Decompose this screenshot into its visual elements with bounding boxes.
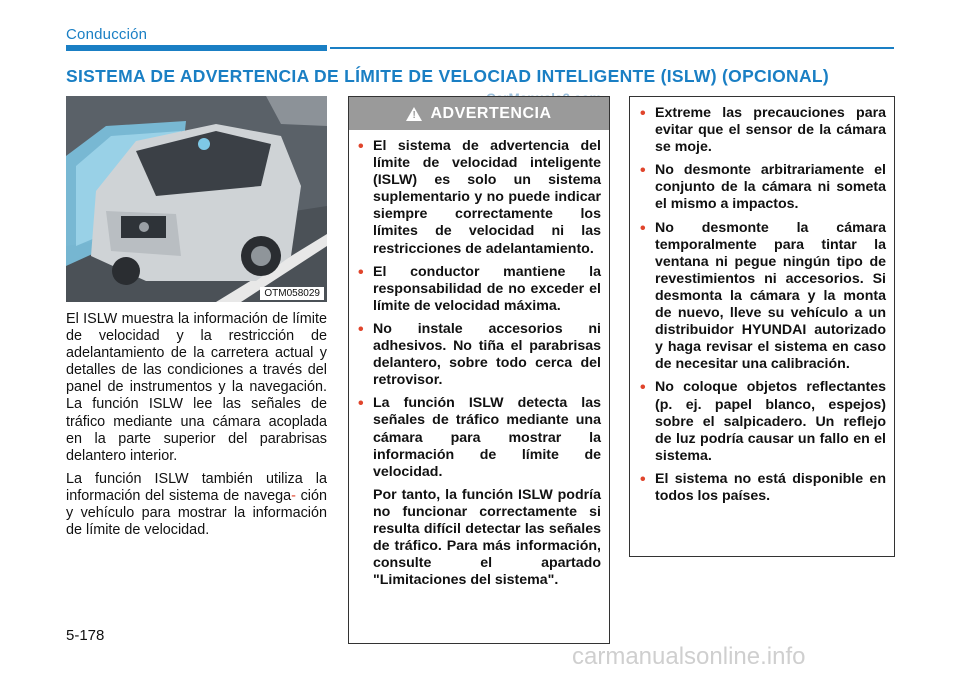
figure-code: OTM058029 [260, 287, 324, 300]
caution-item-5: • El sistema no está disponible en todos los países. [640, 470, 886, 504]
body-paragraph-2-part-1: La función ISLW también utiliza la información del sistema de navega [66, 470, 327, 504]
caution-item-3: • No desmonte la cámara temporalmente para tintar la ventana ni pegue ningún tipo de revestimientos ni accesorios. Si desmonta la cámara y la monta de nuevo, lleve su vehículo a un distribuidor HYUNDAI autorizado y haga revisar el sistema en caso de necesitar una calibración. [640, 219, 886, 373]
body-paragraph-2-part-2: ción y vehículo para mostrar la información de límite de velocidad. [66, 487, 327, 539]
body-text [66, 311, 327, 545]
warning-item-4: • La función ISLW detecta las señales de tráfico mediante una cámara para mostrar la información de límite de velocidad. Por tanto, la función ISLW podría no funcionar correctamente si resulta difícil detectar las señales de tráfico. Para más información, consulte el apartado "Limitaciones del sistema". [358, 395, 601, 589]
warning-list [357, 138, 601, 589]
header-rule-thin [330, 47, 894, 49]
warning-title: ADVERTENCIA [430, 104, 552, 122]
watermark-bottom: carmanualsonline.info [572, 643, 806, 670]
cautions-box [629, 96, 895, 557]
body-paragraph-2 [66, 471, 327, 539]
body-paragraph-1: El ISLW muestra la información de límite de velocidad y la restricción de adelantamiento de la carretera actual y detalles de las condiciones a través del panel de instrumentos y la navegación. La función ISLW lee las señales de tráfico mediante una cámara acoplada en la parte superior del parabrisas delantero interior. [66, 311, 327, 464]
caution-item-2: • No desmonte arbitrariamente el conjunto de la cámara ni someta el mismo a impactos. [640, 162, 886, 213]
hyphen-mark: - [291, 487, 296, 504]
page-title: SISTEMA DE ADVERTENCIA DE LÍMITE DE VELOCIAD INTELIGENTE (ISLW) (OPCIONAL) [66, 66, 830, 86]
warning-header [349, 97, 609, 130]
warning-extra-paragraph: Por tanto, la función ISLW podría no funcionar correctamente si resulta difícil detectar las señales de tráfico. Para más información, consulte el apartado "Limitaciones del sistema". [373, 486, 601, 589]
car-camera-illustration [66, 96, 327, 302]
header-rule-thick [66, 45, 327, 51]
suv-camera-svg [66, 96, 327, 302]
caution-item-4: • No coloque objetos reflectantes (p. ej. papel blanco, espejos) sobre el salpicadero. Un reflejo de luz podría causar un fallo en el sistema. [640, 379, 886, 464]
warning-item-2: • El conductor mantiene la responsabilidad de no exceder el límite de velocidad máxima. [358, 263, 601, 314]
page-number: 5-178 [66, 627, 105, 644]
warning-content [349, 130, 609, 589]
caution-item-1: • Extreme las precauciones para evitar que el sensor de la cámara se moje. [640, 105, 886, 156]
warning-item-1: • El sistema de advertencia del límite de velocidad inteligente (ISLW) es solo un sistema suplementario y no puede indicar siempre correctamente los límites de velocidad ni las restricciones de adelantamiento. [358, 138, 601, 257]
section-label: Conducción [66, 26, 148, 43]
warning-item-3: • No instale accesorios ni adhesivos. No tiña el parabrisas delantero, sobre todo cerca del retrovisor. [358, 320, 601, 389]
warning-box [348, 96, 610, 644]
cautions-list [639, 105, 886, 505]
exclamation-triangle-icon: ! [406, 107, 422, 121]
